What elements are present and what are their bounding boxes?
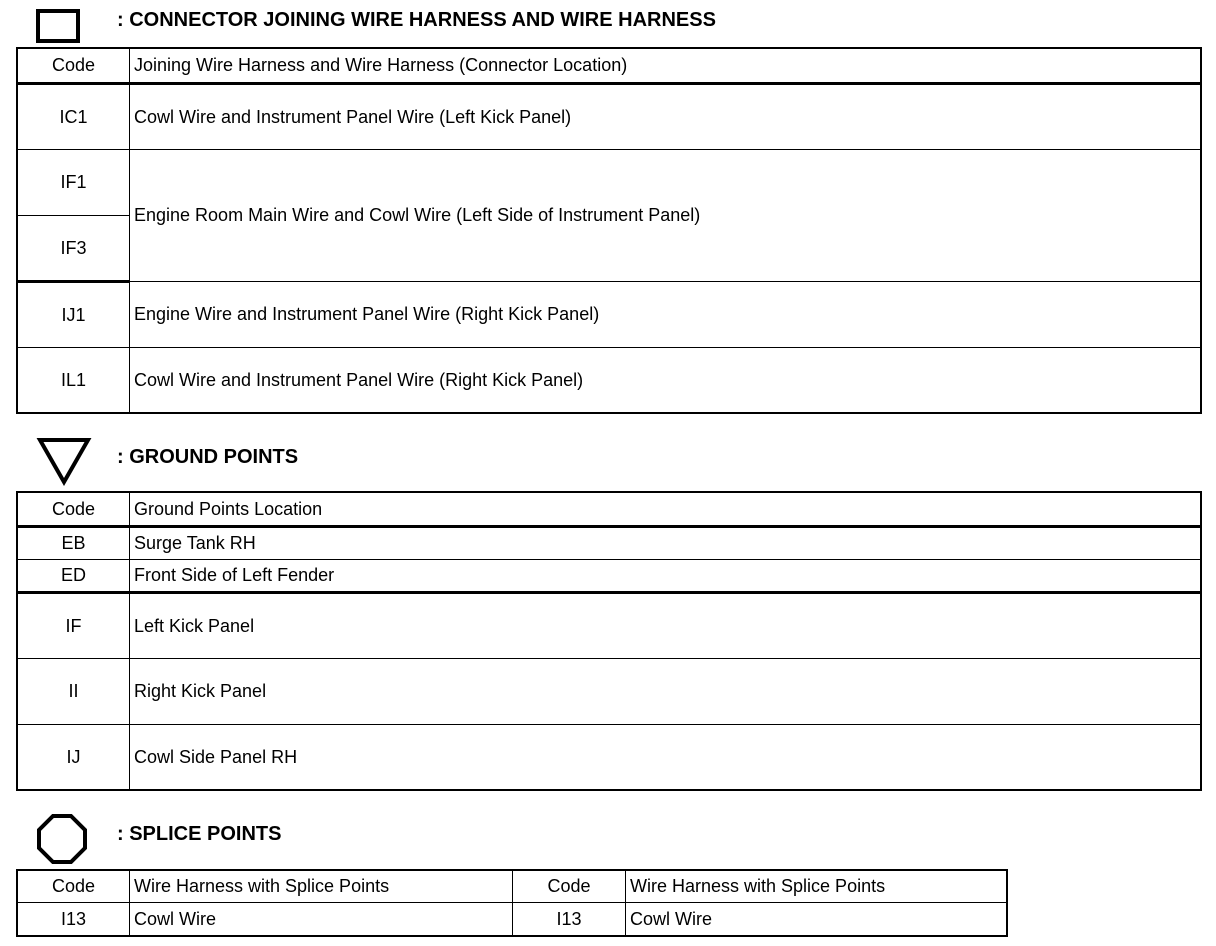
triangle-down-icon [36, 436, 92, 486]
row-code: ED [18, 560, 130, 593]
table-row [18, 84, 1201, 150]
row-code: I13 [18, 903, 130, 936]
row-code: IL1 [18, 348, 130, 413]
connector-table [17, 48, 1201, 413]
table-header-row [18, 49, 1201, 84]
row-desc: Cowl Side Panel RH [130, 725, 1201, 790]
row-code: IF1 [18, 150, 130, 216]
row-desc: Right Kick Panel [130, 659, 1201, 725]
row-code: IJ [18, 725, 130, 790]
ground-section-title: : GROUND POINTS [117, 446, 299, 468]
row-desc: Engine Room Main Wire and Cowl Wire (Left Side of Instrument Panel) [130, 150, 1201, 282]
row-code: IF3 [18, 216, 130, 282]
table-row [18, 348, 1201, 413]
row-desc: Cowl Wire and Instrument Panel Wire (Right Kick Panel) [130, 348, 1201, 413]
octagon-icon [36, 813, 88, 865]
table-row [18, 560, 1201, 593]
row-desc: Front Side of Left Fender [130, 560, 1201, 593]
header-code: Code [18, 49, 130, 84]
row-code: EB [18, 527, 130, 560]
table-header-row [18, 871, 1007, 903]
header-code: Code [18, 871, 130, 903]
table-row [18, 150, 1201, 216]
splice-section-title: : SPLICE POINTS [117, 823, 282, 845]
row-desc: Surge Tank RH [130, 527, 1201, 560]
header-desc: Ground Points Location [130, 493, 1201, 527]
row-desc: Cowl Wire [130, 903, 513, 936]
row-desc: Left Kick Panel [130, 593, 1201, 659]
header-desc: Wire Harness with Splice Points [130, 871, 513, 903]
header-desc: Wire Harness with Splice Points [626, 871, 1007, 903]
row-code: II [18, 659, 130, 725]
table-row [18, 659, 1201, 725]
row-code: I13 [513, 903, 626, 936]
row-desc: Cowl Wire [626, 903, 1007, 936]
header-code: Code [18, 493, 130, 527]
splice-table [17, 870, 1007, 936]
row-code: IC1 [18, 84, 130, 150]
table-row [18, 903, 1007, 936]
ground-table [17, 492, 1201, 790]
table-row [18, 527, 1201, 560]
header-desc: Joining Wire Harness and Wire Harness (Connector Location) [130, 49, 1201, 84]
table-row [18, 282, 1201, 348]
table-row [18, 725, 1201, 790]
table-header-row [18, 493, 1201, 527]
square-icon [36, 8, 82, 44]
row-desc: Engine Wire and Instrument Panel Wire (Right Kick Panel) [130, 282, 1201, 348]
row-code: IF [18, 593, 130, 659]
row-code: IJ1 [18, 282, 130, 348]
row-desc: Cowl Wire and Instrument Panel Wire (Left Kick Panel) [130, 84, 1201, 150]
connector-section-title: : CONNECTOR JOINING WIRE HARNESS AND WIRE HARNESS [117, 9, 716, 31]
header-code: Code [513, 871, 626, 903]
table-row [18, 593, 1201, 659]
